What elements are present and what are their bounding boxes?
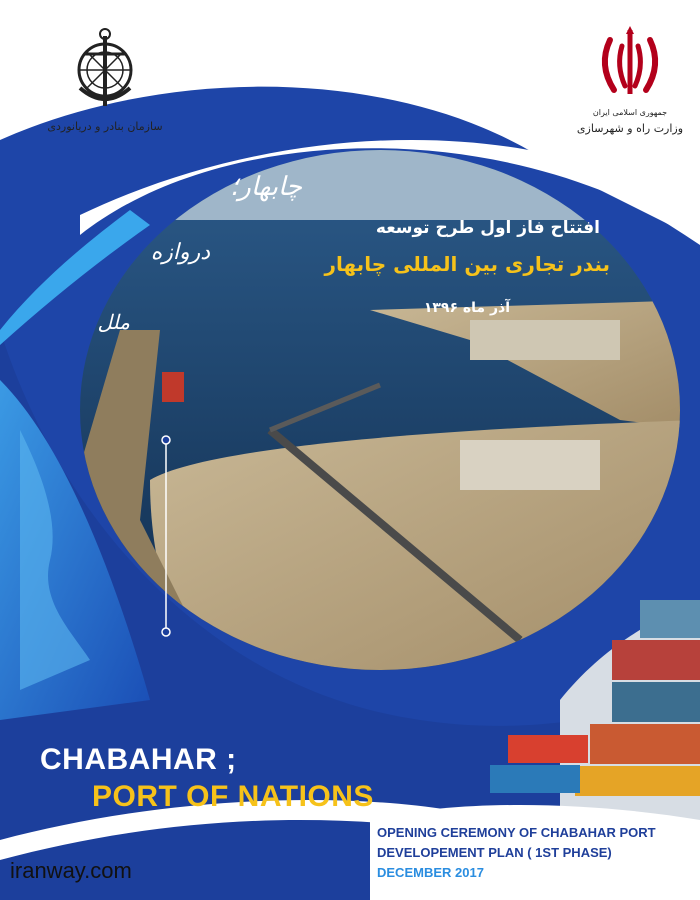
slogan-line-1: چابهار؛ [230, 172, 302, 202]
anchor-wheel-emblem-icon [30, 18, 180, 118]
slogan-line-2: دروازه [150, 240, 210, 265]
english-subtitle-line-1: OPENING CEREMONY OF CHABAHAR PORT [377, 825, 656, 840]
english-subtitle-line-2: DEVELOPEMENT PLAN ( 1ST PHASE) [377, 845, 612, 860]
ports-organization-logo [30, 18, 180, 158]
headline-fa-date: آذر ماه ۱۳۹۶ [423, 300, 510, 316]
iran-emblem-icon [570, 20, 690, 106]
english-title-line-2: PORT OF NATIONS [92, 780, 374, 813]
english-subtitle-date: DECEMBER 2017 [377, 865, 484, 880]
slogan-line-3: ملل [97, 310, 130, 334]
english-title-line-1: CHABAHAR ; [40, 743, 237, 776]
right-logo-country-caption: جمهوری اسلامی ایران [592, 108, 668, 117]
left-logo-caption: سازمان بنادر و دریانوردی [47, 120, 163, 133]
ministry-logo [570, 20, 690, 160]
headline-fa-line-1: افتتاح فاز اول طرح توسعه [375, 218, 600, 238]
right-logo-caption: وزارت راه و شهرسازی [576, 122, 684, 135]
watermark-text: iranway.com [10, 858, 132, 883]
headline-fa-line-2: بندر تجاری بین المللی چابهار [324, 252, 610, 276]
